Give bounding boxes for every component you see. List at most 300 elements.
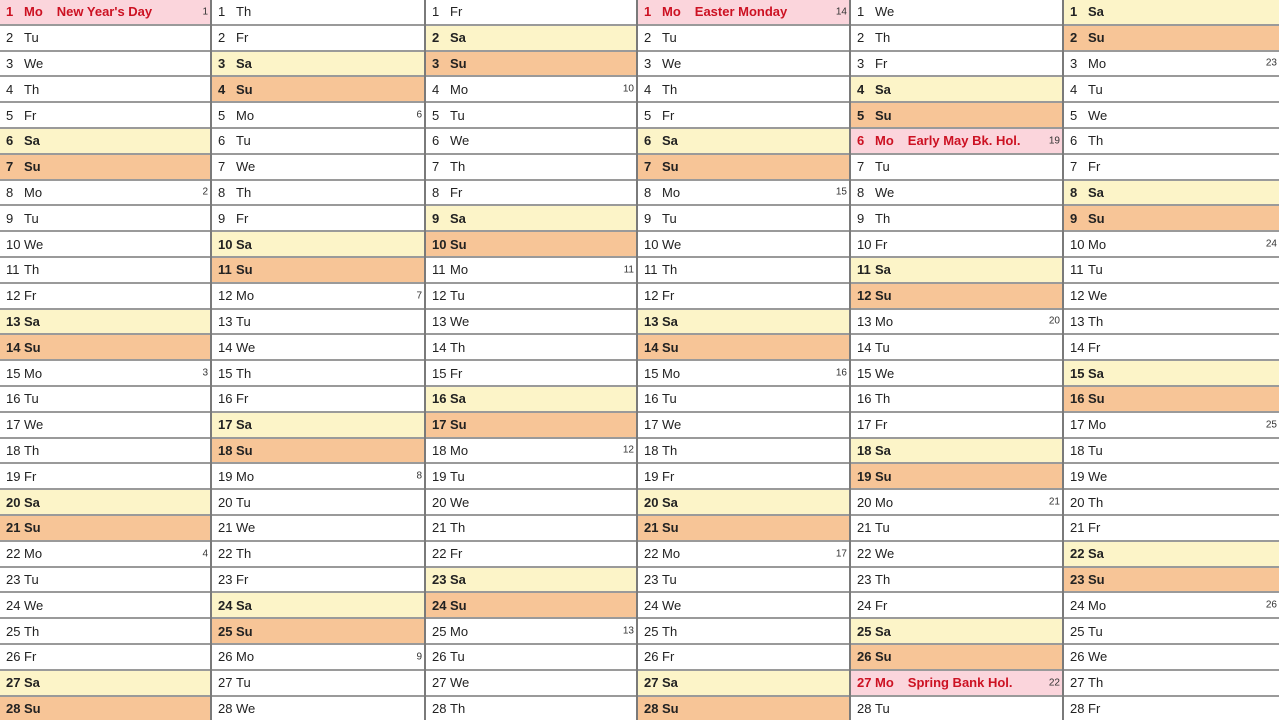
day-number: 10 — [432, 236, 447, 252]
day-row — [212, 387, 424, 413]
day-number: 28 — [1070, 700, 1085, 716]
day-row — [212, 671, 424, 697]
weekday-label: Su — [1088, 391, 1105, 407]
day-row — [212, 335, 424, 361]
weekday-label: Mo — [1088, 597, 1107, 613]
week-number: 2 — [202, 186, 208, 198]
day-row — [212, 645, 424, 671]
weekday-label: Tu — [24, 391, 39, 407]
week-number: 3 — [202, 367, 208, 379]
day-row — [638, 155, 849, 181]
day-number: 3 — [432, 55, 440, 71]
day-row — [0, 232, 210, 258]
day-number: 16 — [1070, 391, 1085, 407]
weekday-label: Su — [236, 262, 253, 278]
day-number: 9 — [857, 210, 865, 226]
week-number: 11 — [623, 264, 634, 276]
day-number: 4 — [644, 81, 652, 97]
holiday-row — [851, 129, 1062, 155]
weekday-label: Tu — [236, 313, 251, 329]
day-row — [0, 593, 210, 619]
day-row — [638, 671, 849, 697]
day-number: 8 — [218, 184, 226, 200]
weekday-label: Th — [24, 442, 40, 458]
day-number: 4 — [1070, 81, 1078, 97]
day-number: 10 — [218, 236, 233, 252]
day-number: 6 — [644, 133, 652, 149]
weekday-label: We — [24, 55, 44, 71]
weekday-label: Th — [662, 442, 678, 458]
week-number: 26 — [1265, 599, 1277, 611]
weekday-label: Mo — [450, 623, 469, 639]
weekday-label: Tu — [450, 468, 465, 484]
day-row — [212, 0, 424, 26]
day-row — [1064, 697, 1279, 720]
day-number: 18 — [218, 442, 233, 458]
holiday-name: Early May Bk. Hol. — [907, 133, 1021, 149]
day-row — [851, 413, 1062, 439]
day-row — [851, 258, 1062, 284]
day-number: 10 — [1070, 236, 1085, 252]
weekday-label: Sa — [662, 675, 678, 691]
day-row — [0, 387, 210, 413]
day-number: 11 — [857, 262, 871, 278]
day-number: 14 — [644, 339, 659, 355]
weekday-label: Su — [875, 468, 892, 484]
day-row — [0, 516, 210, 542]
week-number: 20 — [1048, 315, 1060, 327]
weekday-label: Fr — [24, 649, 37, 665]
day-number: 14 — [857, 339, 872, 355]
day-row — [0, 258, 210, 284]
day-number: 27 — [432, 675, 447, 691]
weekday-label: Th — [450, 159, 466, 175]
weekday-label: We — [662, 597, 682, 613]
weekday-label: Fr — [24, 107, 37, 123]
weekday-label: Sa — [450, 210, 466, 226]
day-number: 13 — [218, 313, 233, 329]
weekday-label: Tu — [875, 700, 890, 716]
day-row — [851, 593, 1062, 619]
day-number: 16 — [218, 391, 233, 407]
week-number: 1 — [202, 6, 208, 18]
day-number: 25 — [6, 623, 21, 639]
day-row — [851, 206, 1062, 232]
weekday-label: Th — [875, 391, 891, 407]
weekday-label: Tu — [1088, 442, 1103, 458]
day-number: 25 — [432, 623, 447, 639]
weekday-label: Sa — [236, 417, 252, 433]
weekday-label: Sa — [450, 571, 466, 587]
day-row — [638, 361, 849, 387]
weekday-label: We — [1088, 649, 1108, 665]
weekday-label: Su — [662, 159, 679, 175]
month-column — [0, 0, 212, 720]
week-number: 19 — [1048, 135, 1060, 147]
day-row — [0, 26, 210, 52]
weekday-label: Tu — [24, 30, 39, 46]
day-number: 6 — [6, 133, 14, 149]
day-number: 2 — [218, 30, 226, 46]
weekday-label: Tu — [236, 675, 251, 691]
day-number: 5 — [644, 107, 652, 123]
day-row — [212, 464, 424, 490]
weekday-label: Su — [24, 159, 41, 175]
day-number: 28 — [857, 700, 872, 716]
day-row — [851, 155, 1062, 181]
weekday-label: Su — [24, 339, 41, 355]
day-row — [638, 310, 849, 336]
day-number: 2 — [857, 30, 865, 46]
day-number: 11 — [1070, 262, 1084, 278]
weekday-label: Th — [24, 262, 40, 278]
day-number: 23 — [857, 571, 872, 587]
weekday-label: Th — [236, 4, 252, 20]
weekday-label: We — [875, 546, 895, 562]
day-row — [1064, 593, 1279, 619]
day-number: 20 — [6, 494, 21, 510]
day-number: 13 — [857, 313, 872, 329]
day-number: 25 — [857, 623, 872, 639]
day-row — [0, 619, 210, 645]
day-number: 24 — [218, 597, 233, 613]
day-row — [212, 26, 424, 52]
day-row — [851, 77, 1062, 103]
day-row — [851, 516, 1062, 542]
day-number: 28 — [432, 700, 447, 716]
day-number: 6 — [432, 133, 440, 149]
weekday-label: We — [1088, 468, 1108, 484]
day-number: 7 — [6, 159, 14, 175]
day-row — [638, 413, 849, 439]
weekday-label: Fr — [875, 236, 888, 252]
day-row — [1064, 490, 1279, 516]
day-number: 13 — [432, 313, 447, 329]
weekday-label: Fr — [875, 55, 888, 71]
weekday-label: Sa — [875, 262, 891, 278]
day-row — [426, 26, 636, 52]
day-number: 21 — [6, 520, 21, 536]
day-row — [0, 129, 210, 155]
day-number: 28 — [218, 700, 233, 716]
week-number: 15 — [835, 186, 847, 198]
day-number: 2 — [432, 30, 440, 46]
weekday-label: Sa — [1088, 546, 1104, 562]
day-number: 26 — [1070, 649, 1085, 665]
weekday-label: Su — [1088, 30, 1105, 46]
weekday-label: Su — [450, 55, 467, 71]
day-number: 17 — [432, 417, 447, 433]
weekday-label: Tu — [1088, 623, 1103, 639]
day-row — [851, 645, 1062, 671]
day-number: 17 — [644, 417, 659, 433]
week-number: 4 — [202, 548, 208, 560]
day-row — [0, 413, 210, 439]
day-row — [212, 232, 424, 258]
weekday-label: Su — [1088, 210, 1105, 226]
day-number: 22 — [857, 546, 872, 562]
week-number: 16 — [835, 367, 847, 379]
week-number: 7 — [416, 290, 422, 302]
weekday-label: Mo — [236, 468, 255, 484]
weekday-label: Th — [875, 30, 891, 46]
day-row — [212, 697, 424, 720]
day-row — [0, 284, 210, 310]
weekday-label: Tu — [662, 30, 677, 46]
day-number: 15 — [432, 365, 447, 381]
week-number: 22 — [1048, 677, 1060, 689]
weekday-label: Sa — [450, 30, 466, 46]
weekday-label: Th — [1088, 133, 1104, 149]
weekday-label: Tu — [662, 210, 677, 226]
day-row — [638, 542, 849, 568]
weekday-label: We — [450, 675, 470, 691]
weekday-label: We — [875, 184, 895, 200]
weekday-label: Sa — [1088, 184, 1104, 200]
day-row — [638, 77, 849, 103]
day-row — [426, 516, 636, 542]
day-number: 13 — [1070, 313, 1085, 329]
day-row — [426, 568, 636, 594]
day-row — [638, 52, 849, 78]
day-row — [0, 181, 210, 207]
weekday-label: Th — [875, 571, 891, 587]
weekday-label: Mo — [662, 365, 681, 381]
day-number: 14 — [1070, 339, 1085, 355]
day-number: 1 — [644, 4, 652, 20]
day-number: 20 — [644, 494, 659, 510]
day-row — [851, 52, 1062, 78]
day-row — [426, 155, 636, 181]
week-number: 17 — [835, 548, 847, 560]
weekday-label: Su — [236, 623, 253, 639]
day-row — [851, 0, 1062, 26]
weekday-label: Th — [875, 210, 891, 226]
weekday-label: Tu — [875, 520, 890, 536]
month-column — [426, 0, 638, 720]
day-row — [1064, 413, 1279, 439]
weekday-label: We — [662, 55, 682, 71]
weekday-label: Su — [24, 520, 41, 536]
weekday-label: Th — [236, 365, 252, 381]
day-row — [1064, 0, 1279, 26]
day-number: 7 — [644, 159, 652, 175]
weekday-label: Tu — [875, 159, 890, 175]
week-number: 13 — [622, 625, 634, 637]
day-number: 15 — [857, 365, 872, 381]
weekday-label: Fr — [1088, 159, 1101, 175]
day-number: 19 — [644, 468, 659, 484]
holiday-name: Easter Monday — [694, 4, 788, 20]
day-row — [851, 439, 1062, 465]
day-row — [638, 490, 849, 516]
day-row — [212, 439, 424, 465]
day-number: 20 — [857, 494, 872, 510]
holiday-row — [0, 0, 210, 26]
day-row — [0, 645, 210, 671]
weekday-label: Su — [1088, 571, 1105, 587]
holiday-name: Spring Bank Hol. — [907, 675, 1013, 691]
day-row — [851, 103, 1062, 129]
day-number: 23 — [6, 571, 21, 587]
weekday-label: Tu — [662, 571, 677, 587]
day-row — [638, 645, 849, 671]
day-number: 26 — [6, 649, 21, 665]
weekday-label: Sa — [24, 675, 40, 691]
weekday-label: Sa — [662, 133, 678, 149]
weekday-label: Su — [450, 597, 467, 613]
weekday-label: Fr — [875, 597, 888, 613]
weekday-label: We — [450, 133, 470, 149]
day-row — [638, 593, 849, 619]
day-number: 12 — [644, 288, 659, 304]
day-number: 22 — [6, 546, 21, 562]
day-row — [638, 129, 849, 155]
weekday-label: Mo — [1088, 417, 1107, 433]
weekday-label: Sa — [24, 133, 40, 149]
weekday-label: Th — [236, 184, 252, 200]
weekday-label: Su — [24, 700, 41, 716]
day-number: 19 — [432, 468, 447, 484]
day-number: 9 — [644, 210, 652, 226]
day-number: 1 — [857, 4, 865, 20]
day-number: 21 — [857, 520, 872, 536]
day-number: 27 — [857, 675, 872, 691]
day-number: 21 — [1070, 520, 1085, 536]
day-number: 25 — [644, 623, 659, 639]
day-number: 28 — [6, 700, 21, 716]
day-row — [851, 310, 1062, 336]
day-number: 16 — [6, 391, 21, 407]
day-row — [0, 490, 210, 516]
day-number: 7 — [432, 159, 440, 175]
day-number: 27 — [218, 675, 233, 691]
weekday-label: Tu — [450, 649, 465, 665]
day-number: 24 — [857, 597, 872, 613]
weekday-label: Su — [236, 442, 253, 458]
day-number: 11 — [432, 262, 446, 278]
weekday-label: Fr — [662, 468, 675, 484]
day-row — [0, 155, 210, 181]
day-row — [426, 593, 636, 619]
day-number: 26 — [432, 649, 447, 665]
weekday-label: Tu — [662, 391, 677, 407]
day-number: 2 — [6, 30, 14, 46]
day-number: 10 — [857, 236, 872, 252]
day-number: 12 — [432, 288, 447, 304]
week-number: 8 — [416, 470, 422, 482]
weekday-label: Tu — [1088, 262, 1103, 278]
day-number: 14 — [6, 339, 21, 355]
day-number: 24 — [1070, 597, 1085, 613]
day-number: 16 — [432, 391, 447, 407]
weekday-label: Mo — [875, 313, 894, 329]
day-row — [426, 413, 636, 439]
day-row — [638, 516, 849, 542]
day-number: 15 — [644, 365, 659, 381]
day-row — [1064, 568, 1279, 594]
day-row — [1064, 284, 1279, 310]
day-row — [638, 284, 849, 310]
weekday-label: We — [236, 520, 256, 536]
weekday-label: Th — [24, 623, 40, 639]
day-number: 23 — [432, 571, 447, 587]
day-row — [638, 232, 849, 258]
day-row — [0, 335, 210, 361]
day-number: 20 — [218, 494, 233, 510]
weekday-label: Mo — [875, 133, 894, 149]
day-row — [0, 77, 210, 103]
day-row — [851, 284, 1062, 310]
day-row — [1064, 77, 1279, 103]
day-row — [1064, 258, 1279, 284]
month-column — [851, 0, 1064, 720]
day-number: 12 — [1070, 288, 1085, 304]
day-number: 2 — [1070, 30, 1078, 46]
day-number: 4 — [6, 81, 14, 97]
day-number: 9 — [432, 210, 440, 226]
day-row — [851, 464, 1062, 490]
weekday-label: Mo — [1088, 236, 1107, 252]
holiday-name: New Year's Day — [56, 4, 153, 20]
day-row — [851, 619, 1062, 645]
day-row — [1064, 52, 1279, 78]
day-row — [212, 593, 424, 619]
weekday-label: Mo — [662, 4, 681, 20]
day-number: 16 — [857, 391, 872, 407]
day-number: 4 — [218, 81, 226, 97]
day-row — [426, 335, 636, 361]
day-number: 4 — [432, 81, 440, 97]
day-row — [212, 310, 424, 336]
day-row — [212, 258, 424, 284]
day-number: 3 — [644, 55, 652, 71]
day-row — [212, 103, 424, 129]
day-number: 11 — [644, 262, 658, 278]
day-row — [0, 464, 210, 490]
day-number: 12 — [218, 288, 233, 304]
weekday-label: Mo — [450, 442, 469, 458]
weekday-label: Fr — [1088, 700, 1101, 716]
weekday-label: Su — [875, 288, 892, 304]
day-number: 6 — [1070, 133, 1078, 149]
day-row — [0, 542, 210, 568]
day-number: 20 — [432, 494, 447, 510]
day-row — [1064, 542, 1279, 568]
day-number: 3 — [857, 55, 865, 71]
day-number: 17 — [1070, 417, 1085, 433]
weekday-label: Mo — [236, 288, 255, 304]
day-row — [1064, 335, 1279, 361]
day-row — [212, 361, 424, 387]
day-row — [212, 155, 424, 181]
day-row — [1064, 361, 1279, 387]
day-row — [1064, 103, 1279, 129]
day-number: 4 — [857, 81, 865, 97]
weekday-label: Sa — [24, 494, 40, 510]
day-number: 21 — [218, 520, 233, 536]
day-number: 5 — [6, 107, 14, 123]
weekday-label: Mo — [24, 4, 43, 20]
weekday-label: Tu — [1088, 81, 1103, 97]
week-number: 23 — [1265, 57, 1277, 69]
day-number: 8 — [857, 184, 865, 200]
day-row — [1064, 310, 1279, 336]
day-number: 18 — [432, 442, 447, 458]
day-number: 1 — [432, 4, 440, 20]
weekday-label: Fr — [662, 649, 675, 665]
weekday-label: Fr — [662, 107, 675, 123]
